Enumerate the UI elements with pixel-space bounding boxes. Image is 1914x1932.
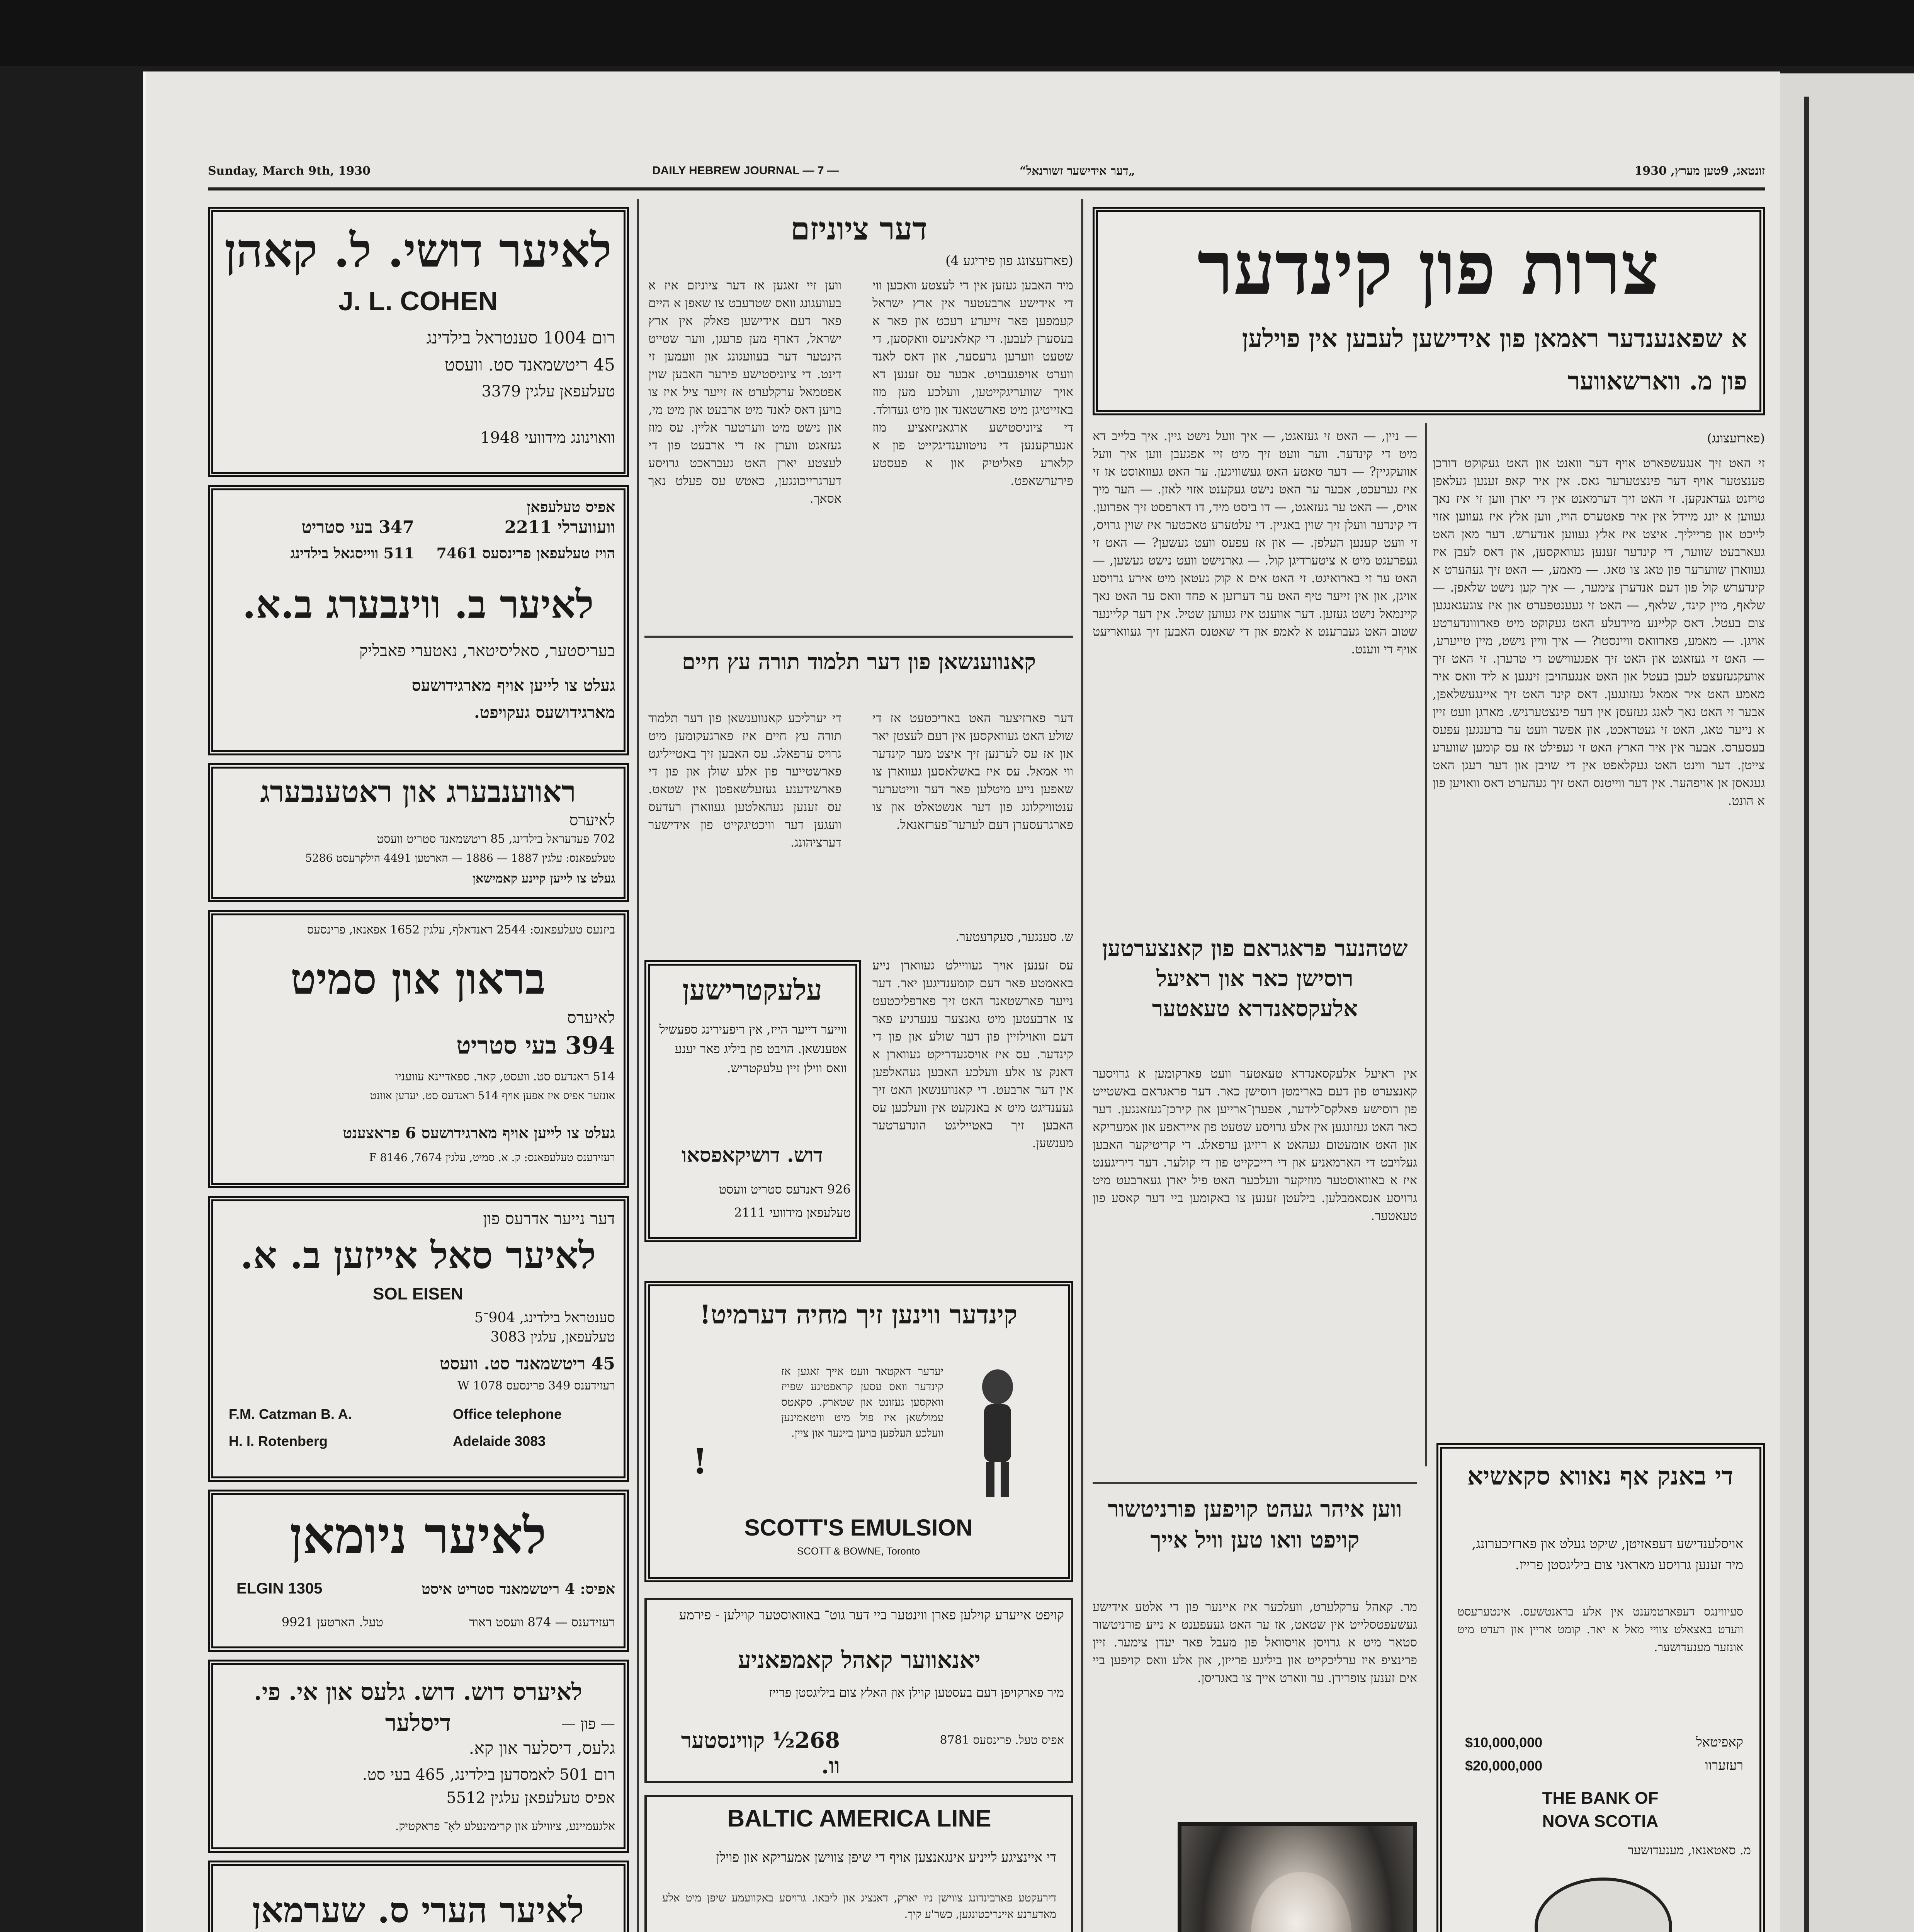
ad-cohen-line4: וואוינונג מידוועי 1948 — [480, 429, 615, 447]
ad-baltic-america — [644, 1795, 1073, 1932]
ad-brown-addr: 394 בעי סטריט — [456, 1031, 615, 1060]
ad-newman-title: לאיער ניומאן — [289, 1506, 547, 1565]
novel-author: פון מ. ווארשאווער — [1567, 367, 1747, 396]
ad-weinberg — [208, 485, 629, 755]
novel-header — [1093, 207, 1765, 415]
nova-en-2: NOVA SCOTIA — [1542, 1812, 1659, 1831]
ad-scotts-maker: SCOTT & BOWNE, Toronto — [797, 1545, 920, 1557]
portrait-photo — [1178, 1822, 1417, 1932]
child-illustration — [959, 1364, 1036, 1503]
zionism-body-left: ווען זיי זאגען אז דער ציוניזם איז א בעוועגונג וואס שטרעבט צו שאפן א היים פאר דעם אידישען פאלק אין ארץ ישראל, דארף מען פרעגן, ווער שטייט הינטער דער בעוועגונג און וועמען זי דינט. די ציוניסטישע פירער האבען שוין אפטמאל ערקלערט אז זייער ציל איז צו בויען דאס לאנד מיט ארבעט און מיט מי, און נישט מיט ווערטער אליין. עס מוז געזאגט ווערן אז די ארבעט פון די לעצטע יארן האט געבראכט גרויסע דערגרייכונגען, כאטש עס פעלט נאך אסאך. — [648, 278, 841, 506]
zionism-subhead: (פארזעצונג פון פיריגע 4) — [945, 253, 1073, 269]
ad-weinberg-addr2: 511 ווייסגאל בילדינג — [290, 544, 414, 562]
ad-weinberg-phone: וועווערלי 2211 — [504, 517, 615, 537]
nova-scotia-seal-icon — [1535, 1878, 1672, 1932]
talmud-body-cont: עס זענען אויך געוויילט געווארן נייע באאמטע פאר דעם קומענדיגען יאר. דער נייער פארשטאנד האט זיך פארפליכטעט צו ארבעטען מיט גאנצער ענערגיע פאר דעם וואוילזיין פון דער שולע און פון די קינדער. עס איז אויסגעדריקט געווארן א דאנק צו אלע וועלכע האבען געהאלפען אין דער ארבעט. די קאנווענשאן האט זיך געענדיגט מיט א באנקעט אין וועלכען עס האבען זיך באטייליגט הונדערטער מענשען. — [872, 958, 1073, 1150]
ad-weinberg-note: געלט צו לייען אויף מארגידושעס — [411, 676, 615, 695]
col2-rule-1 — [644, 636, 1073, 638]
ad-eisen-rotenberg: H. I. Rotenberg — [229, 1433, 328, 1449]
masthead-date-yi: זונטאג, 9טען מערץ, 1930 — [1634, 164, 1765, 178]
furniture-headline: ווען איהר געהט קויפען פורניטשור קויפט וואו טען וויל אייך — [1108, 1496, 1402, 1553]
ad-diesler-line1: רום 501 לאמסדען בילדינג, 465 בעי סט. — [362, 1766, 615, 1784]
ad-diesler-line3: אלגעמיינע, ציווילע און קרימינעלע לאָ־ פראקטיק. — [395, 1820, 615, 1833]
ad-diesler-sub: — פון — — [561, 1715, 615, 1732]
ad-weinberg-sub: בעריסטער, סאליסיטאר, נאטערי פאבליק — [359, 641, 615, 660]
ad-rauenberg-title: ראווענבערג און ראטענבערג — [260, 774, 576, 809]
concert-body: אין ראיעל אלעקסאנדרא טעאטער וועט פארקומען א גרויסער קאנצערט פון דעם בארימטן רוסישן כאר. דער פראגראם באשטייט פון רוסישע פאלקס־לידער, אפערן־ארייען און קירכן־געזאנגען. דער כאר האט געזונגען אין אלע גרויסע שטעט פון אייראפע און אמעריקא און האט אומעטום געהאט א ריזיגן ערפאלג. די קריטיקער האבען געלויבט די הארמאניע און די רייכקייט פון די קולער. דער דיריגענט איז א באוואוסטער מוזיקער וועלכער האט פיל יארן געארבעט מיט גרויסע אנסאמבלען. בילעטן זענען צו באקומען ביי דער קאסע פון טעאטער. — [1093, 1066, 1417, 1223]
ad-newman-res: רעזידענס — 874 וועסט ראוד — [469, 1615, 615, 1629]
masthead-rule — [208, 187, 1765, 190]
nova-en-1: THE BANK OF — [1542, 1789, 1659, 1808]
ad-bank-nova-scotia — [1436, 1443, 1765, 1932]
ad-eisen-line2: טעלעפאן, עלגין 3083 — [490, 1329, 615, 1345]
page-content — [208, 160, 1765, 1932]
ad-newman-phone: טעל. הארטען 9921 — [281, 1615, 383, 1629]
nova-body2: סעיווינגס דעפארטמענט אין אלע בראנטשעס. אינטערעסט ווערט באצאלט צוויי מאל א יאר. קומט אריין און רעדט מיט אונזער מענעדושער. — [1457, 1605, 1743, 1654]
ad-diesler — [208, 1660, 629, 1853]
ad-rauenberg-line1: 702 פעדעראל בילדינג, 85 ריטשמאנד סטריט וועסט — [377, 832, 615, 846]
ad-brown-top: ביזנעס טעלעפאנס: 2544 ראנדאלף, עלגין 1652 אפאנאו, פרינסעס — [307, 923, 615, 937]
ad-brown-line1: 514 ראנדעס סט. וועסט, קאר. ספאדיינא עוועניו — [395, 1070, 615, 1083]
column-rule-2 — [1081, 199, 1083, 1932]
ad-rauenberg-line3: געלט צו לייען קיינע קאמישאן — [472, 871, 615, 886]
ad-weinberg-phone2: הויז טעלעפאן פרינסעס 7461 — [436, 544, 615, 562]
novel-continued: (פארזעצונג) — [1707, 431, 1765, 446]
ad-scotts-title: קינדער ווינען זיך מחיה דערמיט! — [699, 1299, 1018, 1330]
ad-cohen-line1: רום 1004 סענטראל בילדינג — [426, 328, 615, 348]
masthead-paper-name: DAILY HEBREW JOURNAL — 7 — — [652, 164, 839, 177]
nova-title: די באנק אף נאווא סקאשיא — [1467, 1462, 1734, 1491]
ad-cohen-title: לאיער דושי. ל. קאהן — [224, 223, 612, 278]
column-rule-1 — [637, 199, 639, 1932]
ad-diesler-sub2: גלעס, דיסלער און קא. — [469, 1738, 615, 1758]
ad-eisen-line1: סענטראל בילדינג, 904־5 — [474, 1310, 615, 1326]
ad-newman-addr: אפיס: 4 ריטשמאנד סטריט איסט — [421, 1580, 615, 1597]
zionism-body-right: מיר האבען געזען אין די לעצטע וואכען ווי די אידישע ארבעטער אין ארץ ישראל קעמפען פאר זייערע רעכט און פאר א בעסערן לעבען. די קאלאניעס וואקסען, די שטעט ווערען גרעסער, און דאס לאנד ווערט אויפגעבויט. אבער עס זענען דא אויך שוועריגקייטען, וועלכע מען מוז באזייטיגן מיט פארשטאנד און מיט געדולד. די ציוניסטישע ארגאניזאציע מוז אנערקענען די נויטווענדיגקייט פון א קלארע פאליטיק און א פעסטע פירערשאפט. — [872, 278, 1073, 488]
ad-baltic-body2: דירעקטע פארבינדונג צווישן ניו יארק, דאנציג און ליבאו. גרויסע באקוועמע שיפן מיט אלע מאדערנע איינריכטונגען, כשר'ע קיך. — [662, 1891, 1056, 1920]
ad-brown-line3: געלט צו לייען אויף מארגידושעס 6 פראצענט — [343, 1124, 615, 1142]
next-page-edge — [1777, 73, 1914, 1932]
talmud-body-right: דער פארזיצער האט באריכטעט אז די שולע האט געוואקסען אין דעם לעצטן יאר און אז עס לערנען זיך איצט מער קינדער ווי אמאל. עס איז באשלאסען געווארן צו שאפען נייע מיטלען פאר דער ווייטערער ענטוויקלונג פון דער אנשטאלט און צו פארגרעסערן דעם לערער־פערזאנאל. — [872, 711, 1073, 832]
ad-electrician-body: ווייער דייער הייז, אין ריפעירינג ספעשיל אטענשאן. הויבט פון ביליג פאר יענע וואס ווילן זיין עלעקטריש. — [659, 1022, 847, 1075]
ad-rauenberg-line2: טעלעפאנס: עלגין 1887 — 1886 — הארטען 4491 הילקרעסט 5286 — [305, 852, 615, 864]
nova-manager: מ. סאטאנאו, מענעדושער — [1627, 1843, 1751, 1857]
concert-headline: שטהנער פראגראם פון קאנצערטען רוסישן כאר און ראיעל אלעקסאנדרא טעאטער — [1102, 935, 1408, 1022]
ad-cohen — [208, 207, 629, 477]
ad-diesler-line2: אפיס טעלעפאן עלגין 5512 — [446, 1789, 615, 1807]
column-rule-3 — [1425, 423, 1427, 1466]
ad-coal — [644, 1598, 1073, 1783]
ad-sherman — [208, 1861, 629, 1932]
ad-coal-title: יאנאווער קאהל קאמפאניע — [738, 1646, 981, 1673]
ad-cohen-line3: טעלעפאן עלגין 3379 — [481, 383, 615, 400]
ad-brown-line2: אונזער אפיס איז אפען אויף 514 ראנדעס סט. יעדען אוונט — [370, 1089, 615, 1102]
ad-scotts-name: SCOTT'S EMULSION — [744, 1515, 973, 1541]
nova-reserve-value: $20,000,000 — [1465, 1758, 1543, 1774]
ad-electrician-title: עלעקטרישען — [682, 973, 822, 1006]
ad-eisen-name-en: SOL EISEN — [373, 1284, 463, 1303]
ad-weinberg-office: אפיס טעלעפאן — [527, 498, 615, 515]
ad-eisen-catzman: F.M. Catzman B. A. — [229, 1406, 352, 1422]
ad-eisen-office-tel: Office telephone — [453, 1406, 562, 1422]
scan-border-top — [0, 0, 1914, 66]
talmud-body-left: די יערליכע קאנווענשאן פון דער תלמוד תורה עץ חיים איז פארגעקומען מיט גרויס ערפאלג. עס האבען זיך באטייליגט פארשטייער פון אלע שולן און פון די פארשידענע געזעלשאפטן אין שטאט. עס זענען געהאלטען געווארן רעדעס וועגען דער וויכטיגקייט פון אידישער דערציהונג. — [648, 711, 841, 850]
masthead-date-en: Sunday, March 9th, 1930 — [208, 164, 371, 178]
ad-baltic-body: די איינציגע לייניע אינגאנצען אויף די שיפן צווישן אמעריקא און פוילן — [716, 1850, 1056, 1865]
ad-weinberg-note2: מארגידושעס געקויפט. — [474, 703, 615, 722]
ad-electrician-name: דוש. דושיקאפסאו — [682, 1143, 823, 1167]
zionism-headline: דער ציוניזם — [790, 211, 927, 247]
ad-electrician-phone: טעלעפאן מידוועי 2111 — [734, 1205, 851, 1220]
ad-eisen-top: דער נייער אדרעס פון — [483, 1209, 615, 1228]
ad-newman — [208, 1490, 629, 1652]
novel-body-col3-a: — ניין, — האט זי געזאגט, — איך וועל נישט גיין. איך בלייב דא מיט די קינדער. ווער וועט זיך מיט זיי אפגעבן ווען איך וועל אוועקגיין? — דער טאטע האט געשוויגען. ער האט געוואוסט אז זי איז גערעכט, אבער ער האט נישט געקענט אזוי לאזן. — הער מיך אויס, — האט ער געזאגט, — דו ביסט מיד, דו דארפסט זיך אפרוען. די קינדער וועלן זיך שוין באגיין. די עלטערע טאכטער איז שוין גרויס, זי וועט קענען העלפן. — און אז עפעס וועט געשען? — האט זי געפרעגט מיט א ציטערדיגן קול. — גארנישט וועט נישט געשען, — האט ער זי בארואיגט. זי האט אים א קוק געטאן מיט אירע גרויסע אויגן, און אין זייער טיף האט ער דערזען א פחד וואס ער האט נאך קיינמאל נישט געזען. דער אווענט איז געווען שטיל. אין דער קליינער שטוב האט געברענט א לאמפ און די שאטנס האבען זיך געוואריעט אויף די ווענט. — [1093, 429, 1417, 656]
ad-scotts-emulsion — [644, 1281, 1073, 1582]
ad-sherman-title: לאיער הערי ס. שערמאן — [252, 1890, 584, 1931]
ad-coal-body: מיר פארקויפן דעם בעסטען קוילן און האלץ צום ביליגסטן פרייז — [769, 1685, 1064, 1700]
ad-brown-title: בראון און סמיט — [290, 954, 546, 1004]
ad-eisen-adelaide: Adelaide 3083 — [453, 1433, 546, 1449]
ad-electrician-addr: 926 דאנדעס סטריט וועסט — [719, 1182, 851, 1197]
ad-weinberg-title: לאיער ב. ווינבערג ב.א. — [242, 582, 594, 627]
ad-baltic-title: BALTIC AMERICA LINE — [727, 1805, 991, 1832]
talmud-headline: קאנווענשאן פון דער תלמוד תורה עץ חיים — [682, 649, 1036, 675]
ad-brown-line4: רעזידענס טעלעפאנס: ק. א. סמיט, עלגין 7674, 8146 F — [369, 1151, 615, 1164]
ad-electrician — [644, 960, 861, 1242]
ad-eisen — [208, 1196, 629, 1482]
col3-rule-1 — [1093, 1482, 1417, 1484]
ad-cohen-line2: 45 ריטשמאנד סט. וועסט — [444, 355, 615, 375]
masthead-paper-name-yi: „דער אידישער זשורנאל“ — [1020, 164, 1135, 178]
ad-coal-addr: 268½ קווינסטער וו. — [681, 1728, 840, 1779]
ad-weinberg-addr: 347 בעי סטריט — [301, 517, 414, 537]
nova-body: אויסלענדישע דעפאזיטן, שיקט געלט און פארזיכערונג, מיר זענען גרויסע מאראני צום ביליגסטן פרייז. — [1472, 1536, 1743, 1573]
newspaper-page — [143, 71, 1780, 1932]
ad-cohen-name-en: J. L. COHEN — [338, 286, 498, 316]
novel-title: צרות פון קינדער — [1197, 225, 1659, 311]
ad-eisen-title: לאיער סאל אייזען ב. א. — [240, 1233, 596, 1277]
ad-coal-phone: אפיס טעל. פרינסעס 8781 — [940, 1733, 1064, 1747]
novel-body-col4: זי האט זיך אנגעשפארט אויף דער וואנט און האט געקוקט דורכן פענצטער אויף דער פינצטערער גאס. אין איר קאפ זענען געלאפן טויזנט געדאנקען. זי האט זיך דערמאנט אין די יארן ווען זי איז נאך געווען א יונג מיידל אין איר פאטערס הויז, ווען אלץ איז געווען אזוי לייכט און פרייליך. איצט איז אלץ געווען אנדערש. דער מאן האט געארבעט שווער, די קינדער זענען געוואקסען, און דאס לעבן איז געווארן שווערער פון טאג צו טאג. — מאמע, — האט זיך געהערט א קינדערש קול פון דעם אנדערן צימער, — איך קען נישט שלאפן. — שלאף, מיין קינד, שלאף, — האט זי געענטפערט און איז צוגעגאנגען צום בעטל. דאס קליינע מיידעלע האט געקוקט מיט פארווונדערטע אויגן. — מאמע, פארוואס וויינסטו? — איך וויין נישט, מיין טייערע, — האט זי געזאגט און האט זיך אפגעווישט די טרערן. זי האט זיך אוועקגעזעצט לעבן בעטל און האט אנגעהויבן זינגען א ליד וואס איר מאמע האט איר אמאל געזונגען. דאס קינד האט זיך איינגעשלאפן, אבער זי האט נאך לאנג געזעסן אין דער פינצטערניש. מארגן וועט זיין א נייער טאג, האט זי געטראכט, און אפשר וועט ער ברענגען עפעס בעסערס. אבער אין איר הארץ האט זי געפילט אז עס קומען שווערע צייטן. דער ווינט האט געקלאפט אין די שויבן און דער רעגן האט געגאסן אן אויפהער. אין דער ווייטנס האט זיך געהערט דאס וואויען פון א הונט. — [1433, 456, 1765, 808]
nova-reserve-label: רעזערוו — [1705, 1758, 1743, 1773]
ad-eisen-line3: 45 ריטשמאנד סט. וועסט — [440, 1354, 615, 1374]
talmud-signature: ש. סענגער, סעקרעטער. — [955, 929, 1073, 944]
masthead — [208, 160, 1765, 187]
ad-eisen-line4: רעזידענס 349 פרינסעס W 1078 — [457, 1379, 615, 1393]
furniture-body: מר. קאהל ערקלערט, וועלכער איז איינער פון די אלטע אידישע געשעפטסלייט אין שטאט, אז ער האט געעפענט א נייע פורניטשור סטאר מיט א גרויסן אויסוואל פון מעבל פאר יעדן צימער. זיין פרינציפ איז ערליכקייט און ביליגע פרייזן, און אלע וואס קויפען ביי אים זענען צופרידן. ער ווארט אייך צו באגריסן. — [1093, 1599, 1417, 1685]
ad-rauenberg — [208, 763, 629, 902]
nova-capital-label: קאפיטאל — [1696, 1735, 1743, 1750]
novel-subtitle: א שפאנענדער ראמאן פון אידישען לעבען אין פוילען — [1242, 324, 1747, 353]
ad-brown-sub: לאיערס — [567, 1008, 615, 1027]
ad-brown — [208, 910, 629, 1188]
ad-diesler-title: לאיערס דוש. דוש. גלעס און אי. פי. דיסלער — [254, 1679, 582, 1736]
exclamation-icon: ! — [692, 1441, 708, 1482]
ad-newman-elgin: ELGIN 1305 — [236, 1580, 323, 1597]
ad-rauenberg-sub: לאיערס — [569, 811, 615, 829]
ad-scotts-body: יעדער דאקטאר וועט אייך זאגען אז קינדער וואס עסען קראפטיגע שפייז וואקסען געזונט און שטארק. סקאטס עמולשאן איז פול מיט וויטאמינען וועלכע העלפען בויען ביינער און ציין. — [781, 1365, 943, 1439]
ad-coal-top: קויפט אייערע קוילען פארן ווינטער ביי דער גוט־ באוואוסטער קוילען - פירמע — [679, 1607, 1064, 1623]
nova-capital-value: $10,000,000 — [1465, 1735, 1543, 1750]
